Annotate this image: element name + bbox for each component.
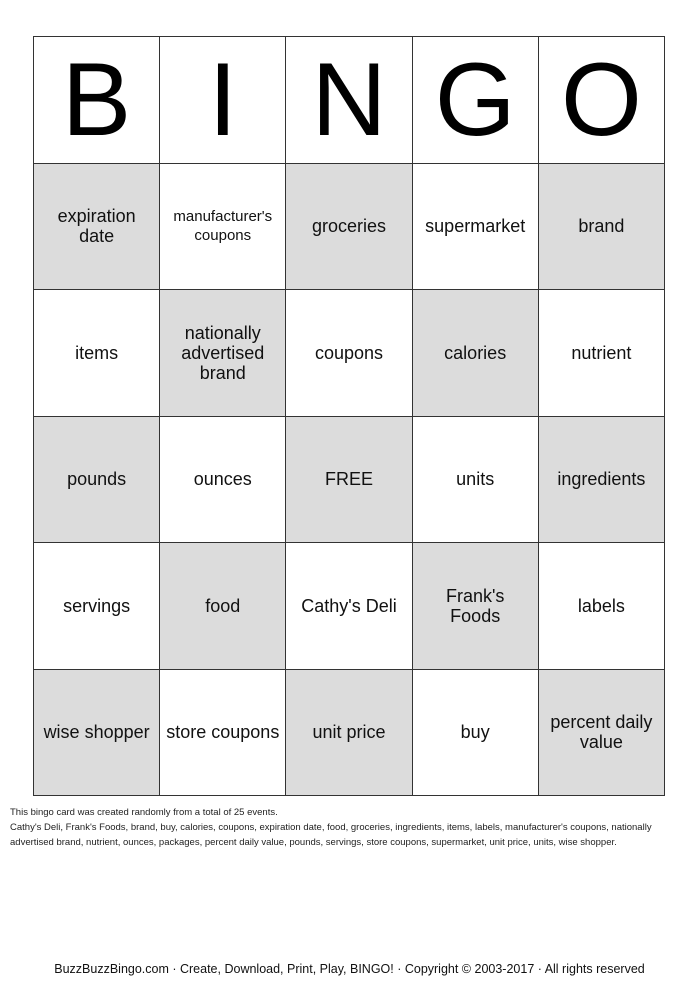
card-info-summary: This bingo card was created randomly from a total of 25 events.: [10, 807, 278, 818]
bingo-cell: brand: [539, 164, 665, 291]
bingo-cell: ounces: [160, 417, 286, 544]
bingo-cell: Frank's Foods: [413, 543, 539, 670]
bingo-cell: labels: [539, 543, 665, 670]
header-letter-i: I: [160, 37, 286, 164]
card-info-event-list: Cathy's Deli, Frank's Foods, brand, buy, calories, coupons, expiration date, food, groceries, ingredients, items, labels, manufacturer's coupons, nationally advertised brand, nutrient, ounces, packages, percent daily value, pounds, servings, store coupons, supermarket, unit price, units, wise shopper.: [10, 822, 652, 848]
bingo-cell: manufacturer's coupons: [160, 164, 286, 291]
bingo-cell: groceries: [286, 164, 412, 291]
bingo-cell: store coupons: [160, 670, 286, 797]
bingo-cell: coupons: [286, 290, 412, 417]
bingo-cell: pounds: [34, 417, 160, 544]
bingo-cell: buy: [413, 670, 539, 797]
bingo-card: [33, 36, 665, 796]
bingo-cell: food: [160, 543, 286, 670]
header-letter-o: O: [539, 37, 665, 164]
bingo-cell: percent daily value: [539, 670, 665, 797]
bingo-cell: calories: [413, 290, 539, 417]
bingo-cell: wise shopper: [34, 670, 160, 797]
bingo-cell: nutrient: [539, 290, 665, 417]
bingo-cell: Cathy's Deli: [286, 543, 412, 670]
bingo-cell: unit price: [286, 670, 412, 797]
bingo-cell: ingredients: [539, 417, 665, 544]
bingo-cell: nationally advertised brand: [160, 290, 286, 417]
bingo-cell: servings: [34, 543, 160, 670]
card-info: [10, 805, 690, 850]
header-letter-n: N: [286, 37, 412, 164]
bingo-cell: expiration date: [34, 164, 160, 291]
bingo-cell: items: [34, 290, 160, 417]
header-letter-g: G: [413, 37, 539, 164]
bingo-cell: supermarket: [413, 164, 539, 291]
page-footer: BuzzBuzzBingo.com · Create, Download, Print, Play, BINGO! · Copyright © 2003-2017 · All rights reserved: [54, 962, 645, 976]
bingo-cell: units: [413, 417, 539, 544]
header-letter-b: B: [34, 37, 160, 164]
bingo-cell: FREE: [286, 417, 412, 544]
